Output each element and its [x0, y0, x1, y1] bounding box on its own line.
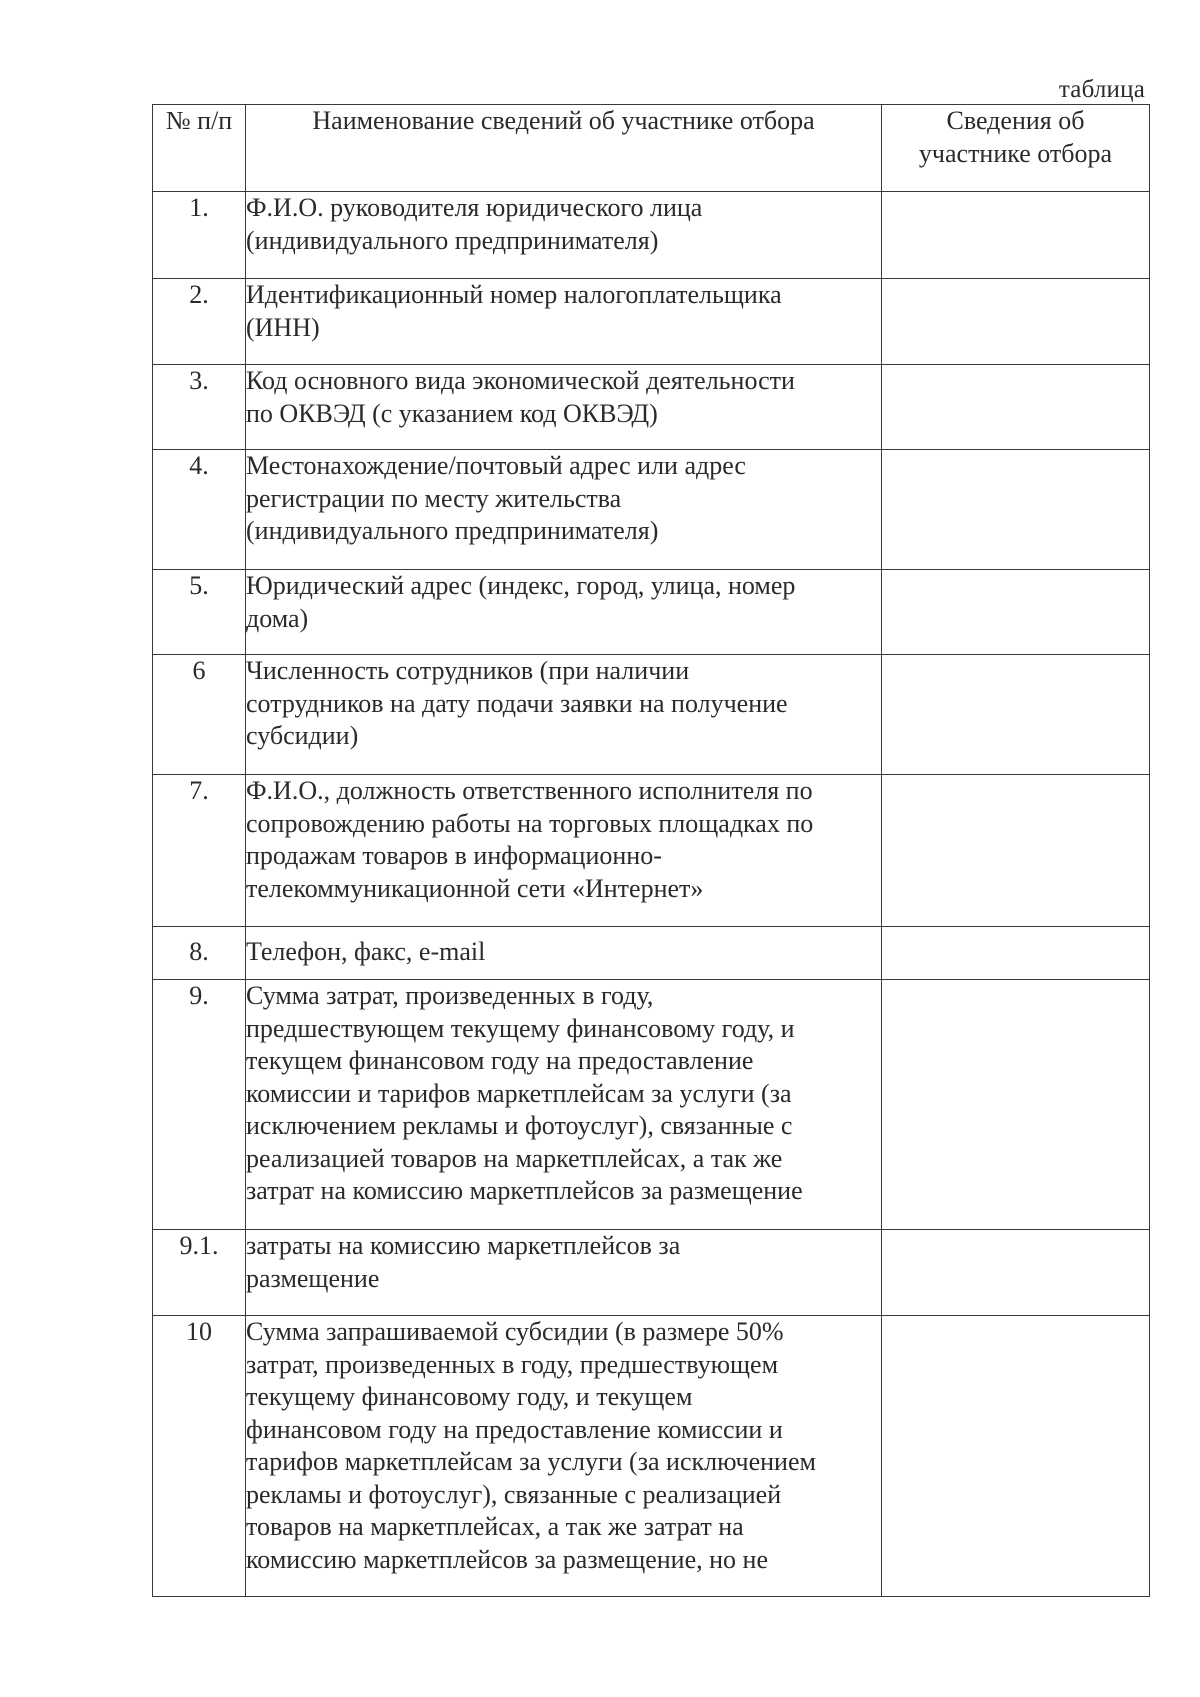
row-name-line: продажам товаров в информационно- — [246, 841, 662, 870]
table-row — [153, 655, 1150, 775]
row-name-line: реализацией товаров на маркетплейсах, а так же — [246, 1143, 783, 1173]
table-row — [153, 775, 1150, 927]
row-name-line: Численность сотрудников (при наличии — [246, 656, 690, 685]
row-value-field[interactable] — [882, 450, 1150, 570]
row-name-line: дома) — [246, 603, 309, 633]
row-value-field[interactable] — [882, 775, 1150, 927]
row-name — [246, 1316, 882, 1597]
row-name-line: Местонахождение/почтовый адрес или адрес — [246, 451, 746, 480]
table-row — [153, 980, 1150, 1230]
table-header-row — [153, 105, 1150, 192]
row-name-line: товаров на маркетплейсах, а так же затрат на — [246, 1512, 744, 1541]
row-value-field[interactable] — [882, 1230, 1150, 1316]
row-name-line: Юридический адрес (индекс, город, улица, номер — [246, 571, 796, 600]
row-name-line: комиссию маркетплейсов за размещение, но не — [246, 1544, 769, 1574]
row-name-line: Идентификационный номер налогоплательщика — [246, 280, 782, 309]
row-name-line: затраты на комиссию маркетплейсов за — [246, 1231, 681, 1260]
row-name-line: финансовом году на предоставление комиссии и — [246, 1414, 783, 1444]
row-name — [246, 980, 882, 1230]
row-value-field[interactable] — [882, 1316, 1150, 1597]
row-number: 2. — [153, 279, 246, 365]
row-name-line: (индивидуального предпринимателя) — [246, 516, 659, 545]
row-name — [246, 775, 882, 927]
row-name-line: комиссии и тарифов маркетплейсам за услуги (за — [246, 1078, 792, 1108]
table-caption: таблица — [1058, 76, 1145, 103]
row-name-line: тарифов маркетплейсам за услуги (за исключением — [246, 1447, 816, 1476]
table-row — [153, 192, 1150, 279]
row-number: 7. — [153, 775, 246, 927]
row-name-line: (ИНН) — [246, 312, 320, 342]
header-value — [882, 105, 1150, 192]
row-name-line: сотрудников на дату подачи заявки на получение — [246, 688, 788, 718]
header-value-line: Сведения об — [946, 106, 1085, 135]
header-number: № п/п — [153, 105, 246, 192]
row-number: 9.1. — [153, 1230, 246, 1316]
row-value-field[interactable] — [882, 365, 1150, 450]
row-name — [246, 927, 882, 980]
row-name — [246, 570, 882, 655]
header-value-line: участнике отбора — [918, 138, 1113, 168]
row-number: 4. — [153, 450, 246, 570]
row-value-field[interactable] — [882, 192, 1150, 279]
row-number: 5. — [153, 570, 246, 655]
row-name-line: рекламы и фотоуслуг), связанные с реализацией — [246, 1479, 782, 1509]
table-row — [153, 450, 1150, 570]
row-name-line: Сумма затрат, произведенных в году, — [246, 981, 654, 1010]
row-name-line: телекоммуникационной сети «Интернет» — [246, 873, 704, 903]
row-name — [246, 279, 882, 365]
row-value-field[interactable] — [882, 570, 1150, 655]
row-name-line: Ф.И.О., должность ответственного исполнителя по — [246, 776, 813, 805]
row-name-line: Код основного вида экономической деятельности — [246, 366, 795, 395]
row-number: 6 — [153, 655, 246, 775]
row-name-line: Сумма запрашиваемой субсидии (в размере 50% — [246, 1317, 784, 1346]
table-row — [153, 1230, 1150, 1316]
row-name — [246, 450, 882, 570]
table-row — [153, 365, 1150, 450]
row-name-line: затрат на комиссию маркетплейсов за размещение — [246, 1176, 803, 1205]
table-row — [153, 927, 1150, 980]
row-name-line: текущем финансовом году на предоставление — [246, 1046, 754, 1075]
row-name — [246, 655, 882, 775]
header-name: Наименование сведений об участнике отбора — [246, 105, 882, 192]
row-value-field[interactable] — [882, 927, 1150, 980]
row-name-line: субсидии) — [246, 721, 359, 750]
row-name-line: размещение — [246, 1263, 380, 1293]
row-name-line: (индивидуального предпринимателя) — [246, 225, 659, 255]
row-number: 1. — [153, 192, 246, 279]
row-value-field[interactable] — [882, 279, 1150, 365]
row-name-line: регистрации по месту жительства — [246, 483, 622, 513]
row-value-field[interactable] — [882, 655, 1150, 775]
row-name-line: сопровождению работы на торговых площадках по — [246, 808, 814, 838]
row-name — [246, 192, 882, 279]
row-value-field[interactable] — [882, 980, 1150, 1230]
row-name — [246, 365, 882, 450]
row-number: 10 — [153, 1316, 246, 1597]
row-name-line: Ф.И.О. руководителя юридического лица — [246, 193, 703, 222]
row-name-line: Телефон, факс, e-mail — [246, 937, 486, 966]
table-row — [153, 1316, 1150, 1597]
row-name-line: текущему финансовому году, и текущем — [246, 1382, 693, 1411]
row-name — [246, 1230, 882, 1316]
row-name-line: предшествующем текущему финансовому году, и — [246, 1013, 795, 1043]
row-name-line: исключением рекламы и фотоуслуг), связанные с — [246, 1111, 793, 1140]
row-number: 3. — [153, 365, 246, 450]
row-name-line: затрат, произведенных в году, предшествующем — [246, 1349, 779, 1379]
row-name-line: по ОКВЭД (с указанием код ОКВЭД) — [246, 398, 658, 428]
row-number: 9. — [153, 980, 246, 1230]
table-row — [153, 279, 1150, 365]
row-number: 8. — [153, 927, 246, 980]
participant-info-table — [152, 104, 1150, 1597]
table-row — [153, 570, 1150, 655]
